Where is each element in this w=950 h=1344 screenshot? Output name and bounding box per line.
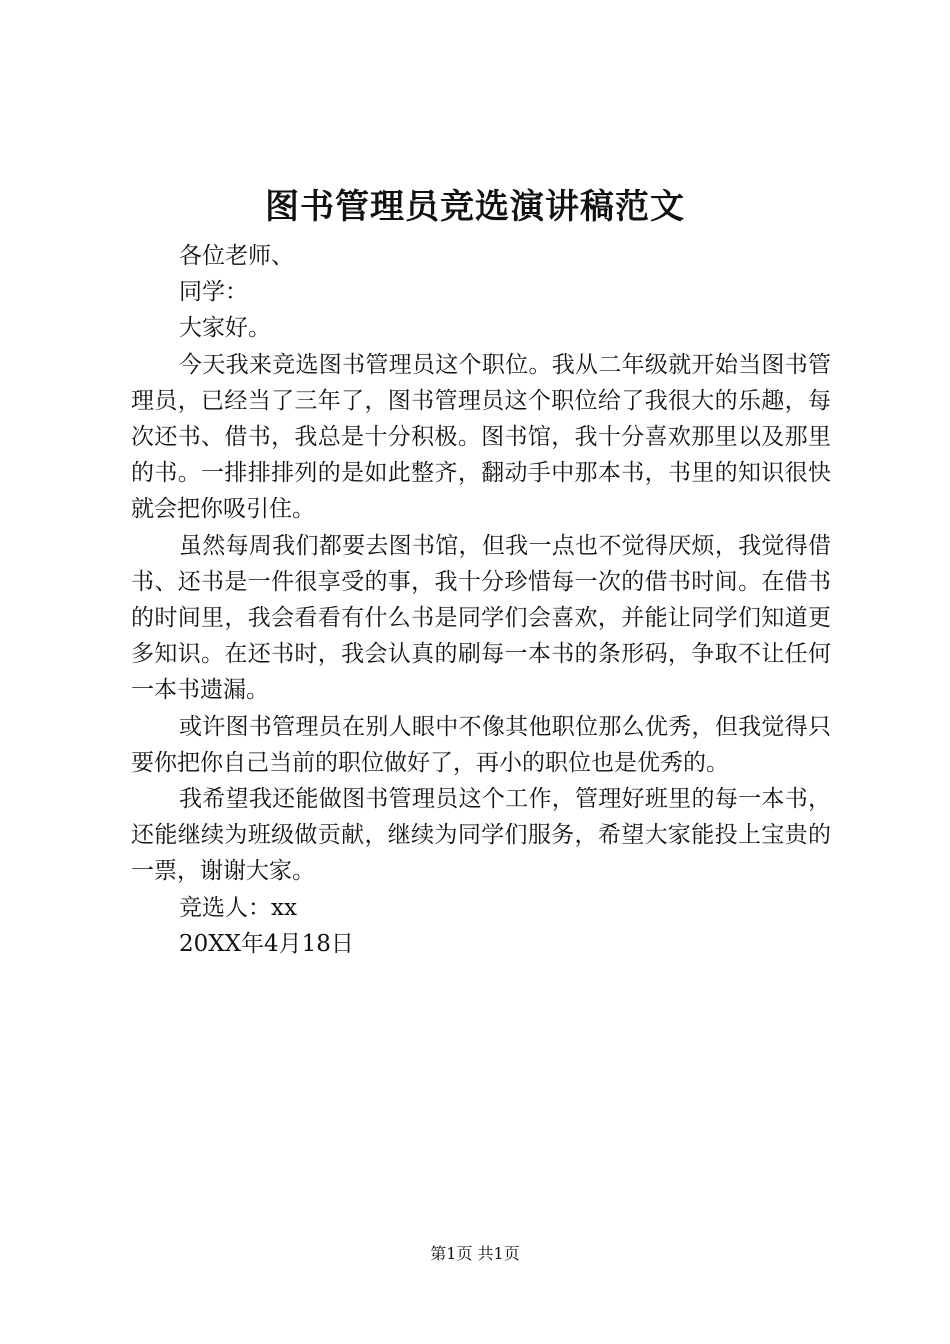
greeting: 大家好。 bbox=[179, 315, 271, 342]
page-footer: 第1页 共1页 bbox=[430, 1244, 520, 1263]
document-title: 图书管理员竞选演讲稿范文 bbox=[265, 187, 685, 227]
paragraph: 今天我来竞选图书管理员这个职位。我从二年级就开始当图书管理员，已经当了三年了，图书管理员这个职位给了我很大的乐趣，每次还书、借书，我总是十分积极。图书馆，我十分喜欢那里以及那里的书。一排排排列的是如此整齐，翻动手中那本书，书里的知识很快就会把你吸引住。 bbox=[131, 351, 831, 523]
paragraph: 虽然每周我们都要去图书馆，但我一点也不觉得厌烦，我觉得借书、还书是一件很享受的事，我十分珍惜每一次的借书时间。在借书的时间里，我会看看有什么书是同学们会喜欢，并能让同学们知道更多知识。在还书时，我会认真的刷每一本书的条形码，争取不让任何一本书遗漏。 bbox=[131, 532, 831, 704]
paragraph: 或许图书管理员在别人眼中不像其他职位那么优秀，但我觉得只要你把你自己当前的职位做好了，再小的职位也是优秀的。 bbox=[131, 713, 831, 776]
salutation-classmates: 同学： bbox=[179, 279, 248, 306]
salutation-teachers: 各位老师、 bbox=[179, 243, 294, 269]
document-body bbox=[131, 238, 831, 962]
paragraph: 我希望我还能做图书管理员这个工作，管理好班里的每一本书，还能继续为班级做贡献，继续为同学们服务，希望大家能投上宝贵的一票，谢谢大家。 bbox=[131, 786, 831, 885]
document-date: 20XX年4月18日 bbox=[179, 930, 354, 957]
candidate-signature: 竞选人：xx bbox=[179, 894, 297, 921]
